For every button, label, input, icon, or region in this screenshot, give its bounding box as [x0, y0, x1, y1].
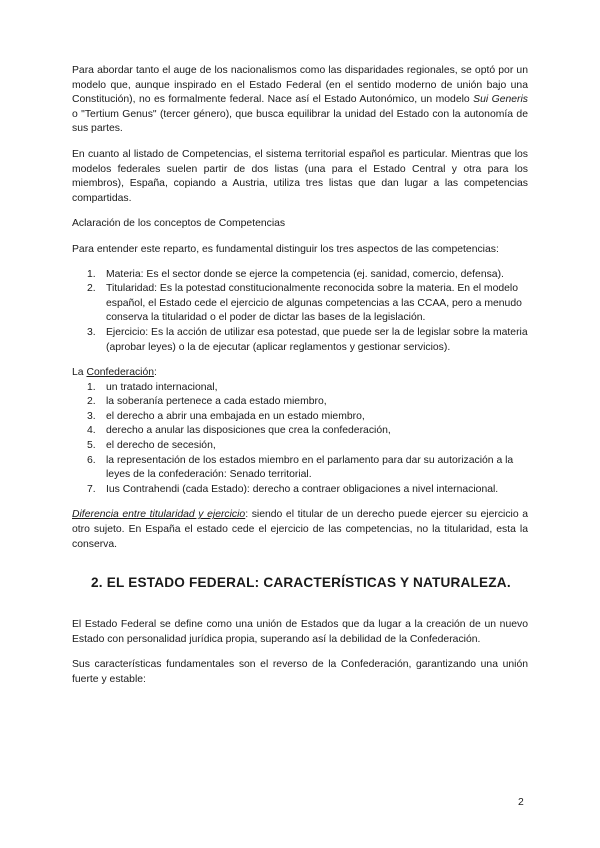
list-item: 6. la representación de los estados miembro en el parlamento para dar su autorización a la leyes de la confederación: Senado territorial.: [87, 454, 514, 481]
list-item: 5. el derecho de secesión,: [87, 440, 216, 452]
list-item: 1. Materia: Es el sector donde se ejerce la competencia (ej. sanidad, comercio, defensa).: [87, 268, 504, 280]
subheading-aclaracion: Aclaración de los conceptos de Competencias: [72, 218, 286, 230]
confederacion-label: La Confederación:: [72, 367, 157, 379]
document-page: [72, 64, 528, 688]
page-number: 2: [518, 797, 524, 808]
paragraph-estado-federal: El Estado Federal se define como una unión de Estados que da lugar a la creación de un nuevo Estado con personalidad jurídica propia, superando así la debilidad de la Confederación.: [72, 619, 528, 645]
paragraph-caracteristicas: Sus características fundamentales son el reverso de la Confederación, garantizando una unión fuerte y estable:: [72, 659, 528, 685]
paragraph-diferencia: Diferencia entre titularidad y ejercicio: siendo el titular de un derecho puede ejercer su ejercicio a otro sujeto. En España el estado cede el ejercicio de las competencias, no la titularidad, esta la conserva.: [72, 509, 528, 550]
paragraph-aspectos-intro: Para entender este reparto, es fundamental distinguir los tres aspectos de las competencias:: [72, 243, 499, 255]
list-item: 4. derecho a anular las disposiciones que crea la confederación,: [87, 425, 391, 437]
list-item: 3. el derecho a abrir una embajada en un estado miembro,: [87, 410, 365, 422]
list-item: 7. Ius Contrahendi (cada Estado): derecho a contraer obligaciones a nivel internacional.: [87, 483, 499, 495]
sui-generis-term: Sui Generis: [473, 94, 528, 106]
list-item: 1. un tratado internacional,: [87, 381, 218, 393]
list-item: 3. Ejercicio: Es la acción de utilizar esa potestad, que puede ser la de legislar sobre la materia (aprobar leyes) o la de ejecutar (aplicar reglamentos y gestionar servicios).: [87, 326, 528, 353]
paragraph-competencias: En cuanto al listado de Competencias, el sistema territorial español es particular. Mientras que los modelos federales suelen partir de dos listas (una para el Estado Central y otra para los miembros), España, copiando a Austria, utiliza tres listas que dan lugar a las competencias compartidas.: [72, 148, 528, 204]
list-item: 2. Titularidad: Es la potestad constitucionalmente reconocida sobre la materia. En el modelo español, el Estado cede el ejercicio de algunas competencias a las CCAA, pero a menudo conserva la titularidad o el poder de dictar las bases de la legislación.: [87, 283, 522, 324]
section-heading: 2. EL ESTADO FEDERAL: CARACTERÍSTICAS Y NATURALEZA.: [91, 575, 511, 591]
list-item: 2. la soberanía pertenece a cada estado miembro,: [87, 396, 327, 408]
confederacion-term: Confederación: [86, 367, 155, 379]
aspects-list: [72, 268, 528, 356]
paragraph-estado-autonomico: Para abordar tanto el auge de los nacionalismos como las disparidades regionales, se optó por un modelo que, aunque inspirado en el Estado Federal (en el sentido moderno de unión bajo una Constitución), no es formalmente federal. Nace así el Estado Autonómico, un modelo Sui Generis o "Tertium Genus" (tercer género), que busca equilibrar la unidad del Estado con la autonomía de sus partes.: [72, 65, 528, 135]
diferencia-term: Diferencia entre titularidad y ejercicio: [72, 509, 246, 521]
confederacion-list: [72, 381, 528, 498]
